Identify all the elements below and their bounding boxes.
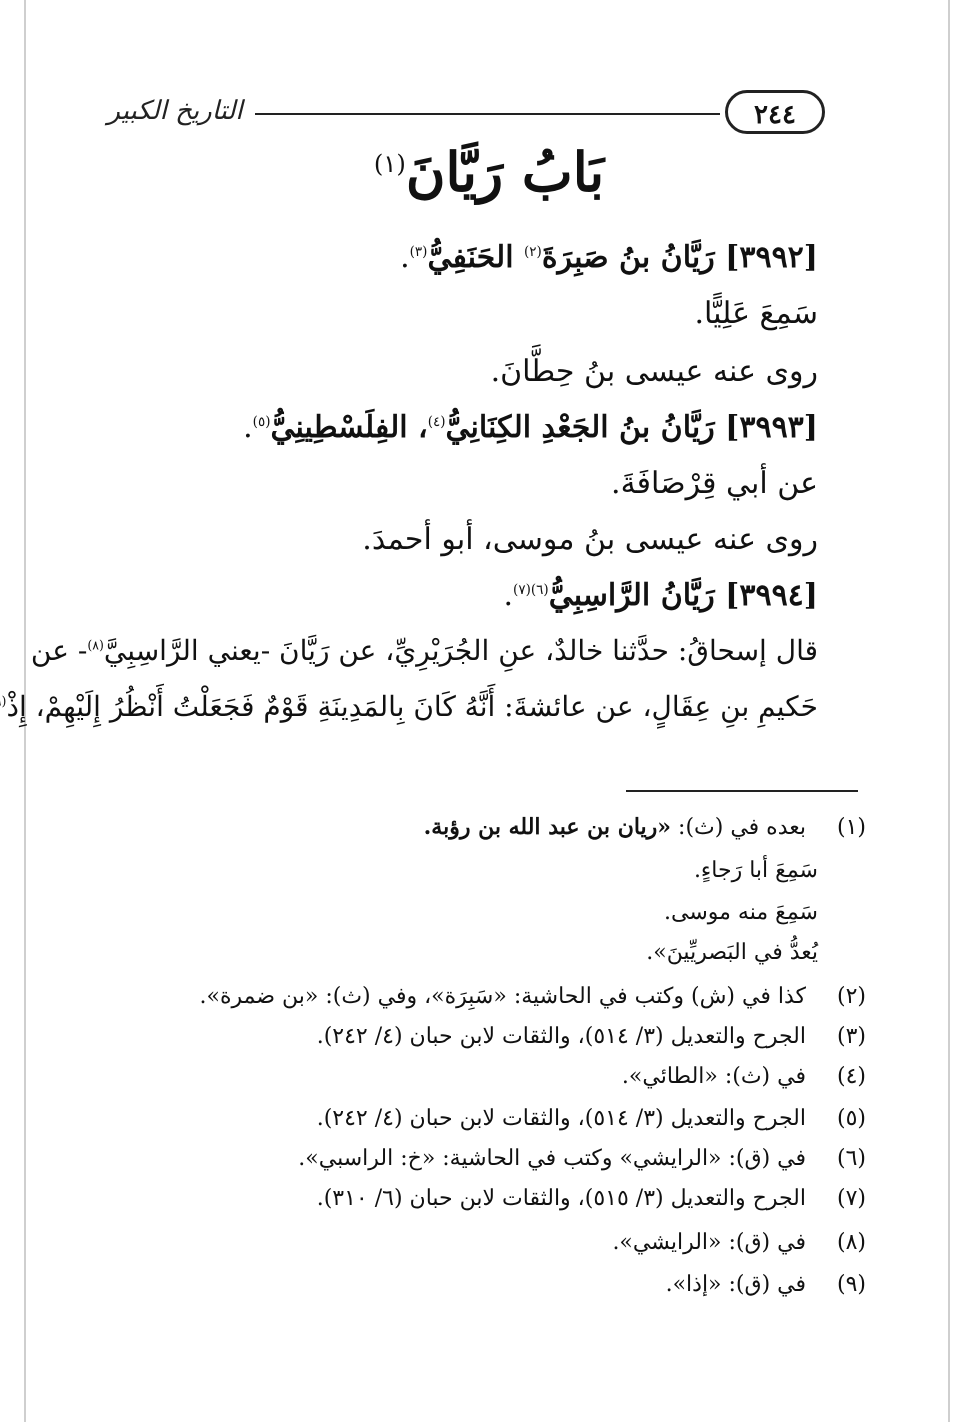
- footnote: [317, 1106, 866, 1131]
- body-line: روى عنه عيسى بنُ موسى، أبو أحمدَ.: [362, 522, 818, 557]
- body-line-hadith: [0, 690, 818, 723]
- page-header: [100, 82, 870, 142]
- entry-tail: .: [503, 578, 514, 613]
- footnote-number: (٥): [836, 1106, 866, 1131]
- footnote-text: في (ق): «إذا».: [665, 1272, 806, 1297]
- footnote-text: كذا في (ش) وكتب في الحاشية: «سَبِرَة»، وفي (ث): «بن ضمرة».: [199, 984, 806, 1009]
- chapter-title: [200, 140, 778, 204]
- footnote-ref: (١): [373, 149, 406, 178]
- footnote-number: (٩): [836, 1272, 866, 1297]
- hadith-text-tail: - عن: [30, 634, 88, 667]
- footnote: [317, 1024, 866, 1049]
- footnote-ref: (: [1, 693, 7, 709]
- footnote-ref: (٤): [427, 414, 446, 430]
- footnote-ref: (٦)(٧): [513, 582, 549, 598]
- footnote-text: في (ق): «الرايشي» وكتب في الحاشية: «خ: الراسبي».: [298, 1146, 806, 1171]
- hadith-text: حَكيمِ بنِ عِقَالٍ، عن عائشةَ: أَنَّهُ كَانَ بِالمَدِينَةِ قَوْمٌ فَجَعَلْتُ أَنْظُرُ إِلَيْهِمْ، إِذْ: [6, 690, 818, 723]
- footnote-text: الجرح والتعديل (٣/ ٥١٤)، والثقات لابن حبان (٤/ ٢٤٢).: [316, 1106, 806, 1131]
- body-line: سَمِعَ عَلِيًّا.: [694, 296, 818, 331]
- footnote-number: (٨): [836, 1230, 866, 1255]
- body-line-hadith: [31, 634, 818, 667]
- footnote-text: الجرح والتعديل (٣/ ٥١٤)، والثقات لابن حبان (٤/ ٢٤٢).: [316, 1024, 806, 1049]
- entry-3994: [504, 578, 819, 613]
- footnote-text: الجرح والتعديل (٣/ ٥١٥)، والثقات لابن حبان (٦/ ٣١٠).: [316, 1186, 806, 1211]
- footnote-ref: (٢): [523, 244, 542, 260]
- footnote-continuation: سَمِعَ منه موسى.: [664, 900, 818, 925]
- hadith-text: قال إسحاقُ: حدَّثنا خالدٌ، عنِ الجُرَيْرِيِّ، عن رَيَّانَ -يعني الرَّاسِبِيَّ: [103, 634, 818, 667]
- entry-tail: .: [243, 410, 253, 445]
- footnote: [199, 984, 866, 1009]
- entry-heading: [٣٩٩٣] رَيَّانُ بنُ الجَعْدِ الكِنَانِيُّ: [445, 410, 818, 445]
- body-line: عن أبي قِرْصَافَةَ.: [611, 466, 818, 501]
- footnote-separator: [626, 790, 858, 792]
- footnote: [424, 814, 866, 840]
- footnote: [298, 1146, 866, 1171]
- entry-heading-cont: ، الفِلَسْطِينِيُّ: [270, 410, 428, 445]
- footnote-number: (٣): [836, 1024, 866, 1049]
- footnote: [612, 1230, 866, 1255]
- footnote-continuation: يُعدُّ في البَصريِّينَ».: [646, 940, 818, 965]
- footnote-text: في (ث): «الطائي».: [621, 1064, 806, 1089]
- footnote: [622, 1064, 866, 1089]
- entry-heading: [٣٩٩٢] رَيَّانُ بنُ صَبِرَةَ: [541, 240, 818, 275]
- header-rule: [255, 113, 720, 115]
- entry-heading: [٣٩٩٤] رَيَّانُ الرَّاسِبِيُّ: [548, 578, 818, 613]
- footnote-quote: «ريان بن عبد الله بن رؤبة.: [423, 814, 672, 840]
- footnote-number: (٢): [836, 984, 866, 1009]
- entry-3992: [400, 240, 818, 275]
- entry-heading-cont: الحَنَفِيُّ: [427, 240, 524, 275]
- footnote-ref: (٥): [252, 414, 271, 430]
- footnote-continuation: سَمِعَ أبا رَجاءٍ.: [693, 858, 818, 883]
- footnote: [666, 1272, 866, 1297]
- footnote-number: (٦): [836, 1146, 866, 1171]
- entry-tail: .: [400, 240, 410, 275]
- footnote-ref: (٨): [87, 637, 104, 653]
- footnote-number: (٤): [836, 1064, 866, 1089]
- book-title: التاريخ الكبير: [107, 96, 243, 126]
- body-line: روى عنه عيسى بنُ حِطَّانَ.: [490, 354, 818, 389]
- footnote-text: بعده في (ث):: [671, 815, 806, 840]
- footnote-ref: (٣): [409, 244, 428, 260]
- page-number-badge: ٢٤٤: [725, 90, 825, 134]
- chapter-title-text: بَابُ رَيَّانَ: [405, 140, 605, 204]
- footnote-text: في (ق): «الرايشي».: [612, 1230, 806, 1255]
- entry-3993: [243, 410, 818, 445]
- footnote: [317, 1186, 866, 1211]
- footnote-number: (١): [836, 815, 866, 840]
- page-edge-right: [948, 0, 950, 1422]
- footnote-number: (٧): [836, 1186, 866, 1211]
